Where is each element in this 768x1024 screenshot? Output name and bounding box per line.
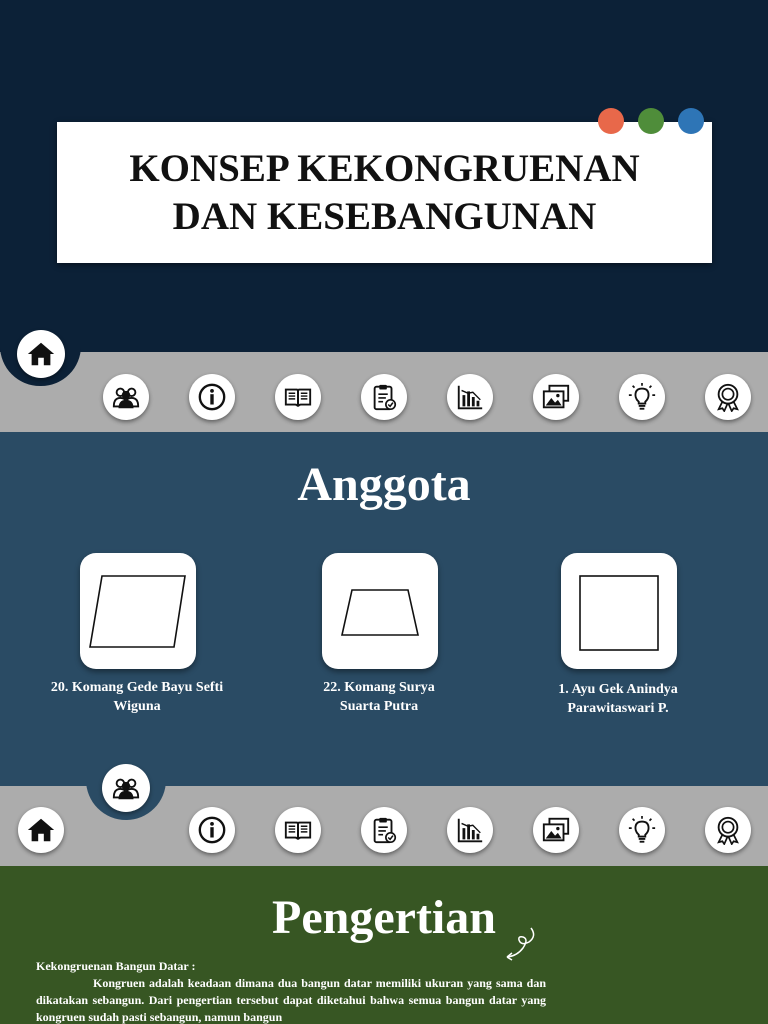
clipboard-check-icon	[369, 815, 399, 845]
member-name-2: 22. Komang Surya Suarta Putra	[323, 680, 435, 714]
title-card	[57, 122, 712, 263]
anggota-section	[0, 432, 768, 786]
gallery-button[interactable]	[533, 807, 579, 853]
trapezoid-shape	[322, 553, 438, 669]
parallelogram-shape	[80, 553, 196, 669]
lightbulb-button[interactable]	[619, 807, 665, 853]
member-card-parallelogram	[80, 553, 196, 669]
gallery-icon	[541, 815, 571, 845]
book-icon	[283, 815, 313, 845]
lightbulb-icon	[627, 815, 657, 845]
chart-button[interactable]	[447, 374, 493, 420]
orange-dot	[598, 108, 624, 134]
square-shape	[561, 553, 677, 669]
group-icon	[111, 382, 141, 412]
chart-icon	[455, 815, 485, 845]
award-icon	[713, 815, 743, 845]
gallery-icon	[541, 382, 571, 412]
title-line-2: DAN KESEBANGUNAN	[172, 194, 597, 238]
pengertian-body	[36, 958, 546, 1024]
blue-dot	[678, 108, 704, 134]
lightbulb-button[interactable]	[619, 374, 665, 420]
book-button[interactable]	[275, 807, 321, 853]
pengertian-subheading: Kekongruenan Bangun Datar :	[36, 959, 196, 973]
chart-icon	[455, 382, 485, 412]
info-button[interactable]	[189, 807, 235, 853]
clipboard-button[interactable]	[361, 374, 407, 420]
pengertian-section	[0, 866, 768, 1024]
anggota-button[interactable]	[103, 374, 149, 420]
group-icon	[111, 773, 141, 803]
award-button[interactable]	[705, 374, 751, 420]
award-button[interactable]	[705, 807, 751, 853]
page-title	[129, 145, 639, 241]
award-icon	[713, 382, 743, 412]
member-name-1: 20. Komang Gede Bayu Sefti Wiguna	[50, 680, 224, 714]
info-icon	[197, 382, 227, 412]
chart-button[interactable]	[447, 807, 493, 853]
book-icon	[283, 382, 313, 412]
title-line-1: KONSEP KEKONGRUENAN	[129, 146, 640, 190]
clipboard-check-icon	[369, 382, 399, 412]
home-icon	[26, 339, 56, 369]
pengertian-heading: Pengertian	[272, 891, 496, 944]
anggota-heading: Anggota	[297, 458, 471, 511]
member-card-square	[561, 553, 677, 669]
green-dot	[638, 108, 664, 134]
member-name-3: 1. Ayu Gek Anindya Parawitaswari P.	[558, 682, 678, 716]
gallery-button[interactable]	[533, 374, 579, 420]
lightbulb-icon	[627, 382, 657, 412]
anggota-button-active[interactable]	[102, 764, 150, 812]
info-icon	[197, 815, 227, 845]
title-section	[0, 0, 768, 352]
home-button-active[interactable]	[17, 330, 65, 378]
book-button[interactable]	[275, 374, 321, 420]
info-button[interactable]	[189, 374, 235, 420]
clipboard-button[interactable]	[361, 807, 407, 853]
home-button[interactable]	[18, 807, 64, 853]
pengertian-paragraph: Kongruen adalah keadaan dimana dua bangun datar memiliki ukuran yang sama dan dikatakan sebangun. Dari pengertian tersebut dapat diketahui bahwa semua bangun datar yang kongruen sudah pasti sebangun, namun bangun	[36, 976, 547, 1024]
member-card-trapezoid	[322, 553, 438, 669]
home-icon	[26, 815, 56, 845]
